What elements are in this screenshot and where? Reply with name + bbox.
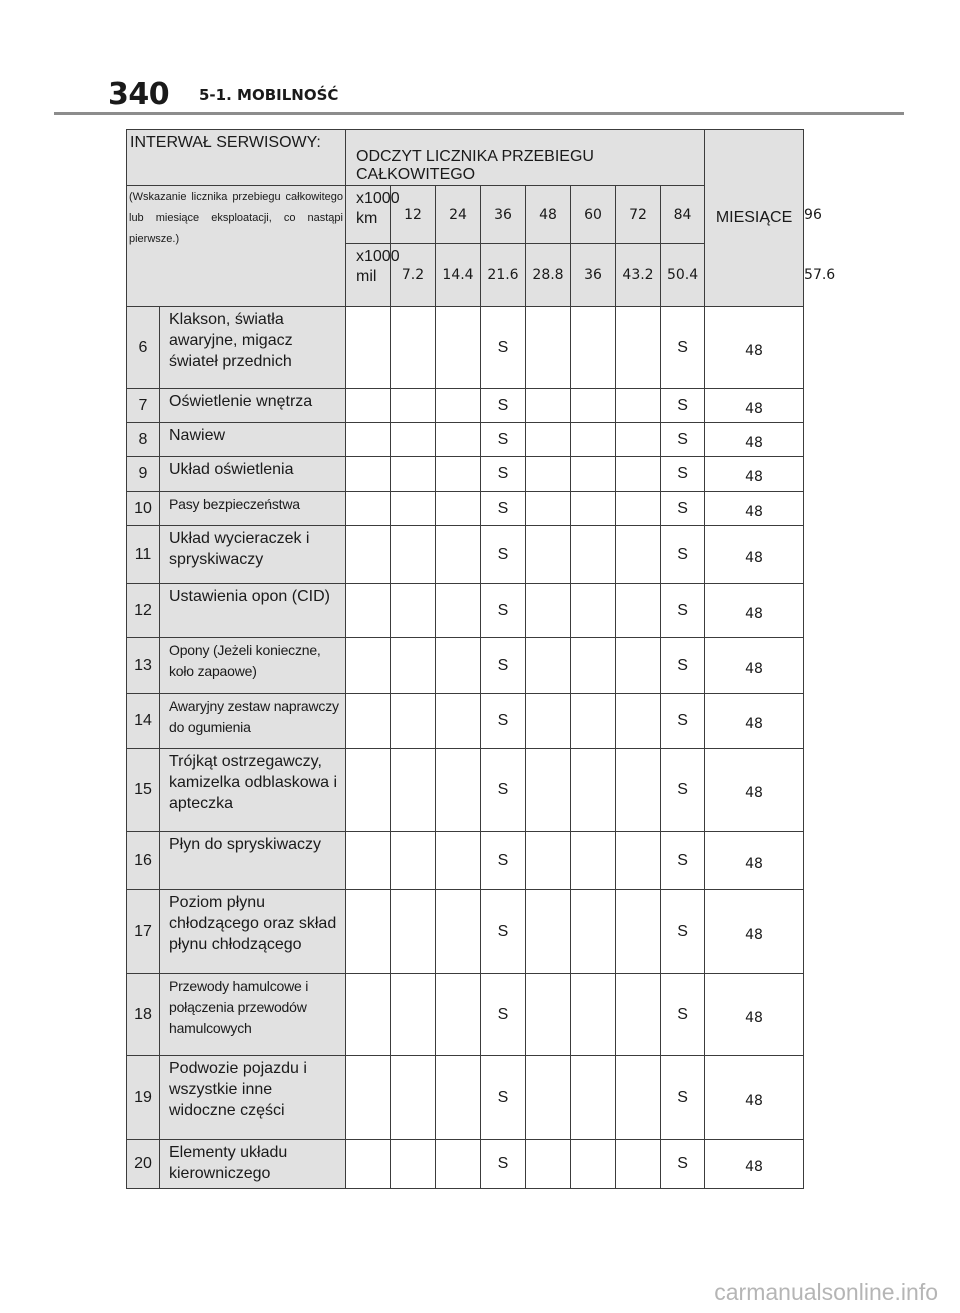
row-number: 19: [127, 1056, 160, 1140]
inspect-mark-48: S: [481, 584, 526, 638]
empty-interval-cell: [346, 890, 391, 974]
watermark: carmanualsonline.info: [714, 1279, 938, 1305]
empty-interval-cell: [391, 423, 436, 457]
row-item-name: Ustawienia opon (CID): [160, 584, 346, 638]
empty-interval-cell: [571, 1056, 616, 1140]
mil-value: 50.4: [661, 244, 705, 307]
row-months: 48: [705, 890, 804, 974]
row-item-name: Przewody hamulcowe i połączenia przewodów hamulcowych: [160, 974, 346, 1056]
months-header: MIESIĄCE: [705, 130, 804, 307]
inspect-mark-48: S: [481, 307, 526, 389]
empty-interval-cell: [526, 749, 571, 832]
mil-value: 7.2: [391, 244, 436, 307]
section-title: 5-1. MOBILNOŚĆ: [199, 86, 339, 104]
row-item-name: Układ oświetlenia: [160, 457, 346, 492]
inspect-mark-96: S: [661, 1056, 705, 1140]
empty-interval-cell: [571, 1140, 616, 1189]
maintenance-schedule-table: INTERWAŁ SERWISOWY: ODCZYT LICZNIKA PRZEBIEGU CAŁKOWITEGO MIESIĄCE (Wskazanie licznika przebiegu całkowitego lub miesiące eksploatacji, co nastąpi pierwsze.) x1000 km 12 24 36 48 60 72 84 96 x1000 mil 7.2 14.4 21.6 28.8 36 43.2 50.4 57.6 6 Klakson, światła awaryjne, migacz świateł przednich S S 48 7 Oświetlenie wnętrza S S 48 8 Nawiew S S 48 9 Układ oświetlenia S S 48 10 Pasy bezpieczeństwa S S 48 11 Układ wycieraczek i spryskiwaczy S S 48 12 Ustawienia opon (CID) S S 48 13 Opony (Jeżeli konieczne, koło zapaowe) S S 48 14 Awaryjny zestaw naprawczy do ogumienia S S 48 15 Trójkąt ostrzegawczy, kamizelka odblaskowa i apteczka S S 48 16 Płyn do spryskiwaczy S S 48 17 Poziom płynu chłodzącego oraz skład płynu chłodzącego S S 48 18 Przewody hamulcowe i połączenia przewodów hamulcowych S S 48 19 Podwozie pojazdu i wszystkie inne widoczne części S S 48 20 Elementy układu kierowniczego S S 48: [126, 129, 804, 1189]
empty-interval-cell: [526, 492, 571, 526]
empty-interval-cell: [346, 832, 391, 890]
empty-interval-cell: [436, 389, 481, 423]
empty-interval-cell: [526, 1140, 571, 1189]
empty-interval-cell: [526, 389, 571, 423]
empty-interval-cell: [346, 1056, 391, 1140]
empty-interval-cell: [616, 584, 661, 638]
inspect-mark-48: S: [481, 1140, 526, 1189]
table-row: [127, 832, 804, 890]
inspect-mark-96: S: [661, 749, 705, 832]
empty-interval-cell: [616, 749, 661, 832]
empty-interval-cell: [391, 974, 436, 1056]
row-item-name: Płyn do spryskiwaczy: [160, 832, 346, 890]
row-number: 11: [127, 526, 160, 584]
empty-interval-cell: [616, 1056, 661, 1140]
empty-interval-cell: [526, 694, 571, 749]
empty-interval-cell: [616, 307, 661, 389]
inspect-mark-48: S: [481, 423, 526, 457]
empty-interval-cell: [436, 832, 481, 890]
empty-interval-cell: [436, 1140, 481, 1189]
inspect-mark-96: S: [661, 526, 705, 584]
inspect-mark-48: S: [481, 749, 526, 832]
inspect-mark-48: S: [481, 974, 526, 1056]
row-months: 48: [705, 749, 804, 832]
row-number: 7: [127, 389, 160, 423]
row-number: 13: [127, 638, 160, 694]
empty-interval-cell: [391, 890, 436, 974]
empty-interval-cell: [436, 749, 481, 832]
empty-interval-cell: [391, 749, 436, 832]
row-number: 15: [127, 749, 160, 832]
km-value: 72: [616, 186, 661, 244]
empty-interval-cell: [571, 526, 616, 584]
row-number: 8: [127, 423, 160, 457]
row-months: 48: [705, 492, 804, 526]
inspect-mark-96: S: [661, 638, 705, 694]
empty-interval-cell: [526, 423, 571, 457]
empty-interval-cell: [436, 890, 481, 974]
empty-interval-cell: [571, 832, 616, 890]
interval-note: (Wskazanie licznika przebiegu całkowitego lub miesiące eksploatacji, co nastąpi pierwsze.): [127, 186, 346, 307]
row-item-name: Podwozie pojazdu i wszystkie inne widoczne części: [160, 1056, 346, 1140]
header-divider: [54, 112, 904, 115]
row-months: 48: [705, 974, 804, 1056]
empty-interval-cell: [616, 389, 661, 423]
row-item-name: Elementy układu kierowniczego: [160, 1140, 346, 1189]
inspect-mark-96: S: [661, 492, 705, 526]
row-months: 48: [705, 1140, 804, 1189]
row-item-name: Poziom płynu chłodzącego oraz skład płynu chłodzącego: [160, 890, 346, 974]
row-item-name: Opony (Jeżeli konieczne, koło zapaowe): [160, 638, 346, 694]
empty-interval-cell: [571, 423, 616, 457]
empty-interval-cell: [436, 1056, 481, 1140]
empty-interval-cell: [346, 584, 391, 638]
empty-interval-cell: [346, 526, 391, 584]
empty-interval-cell: [391, 694, 436, 749]
row-number: 20: [127, 1140, 160, 1189]
empty-interval-cell: [616, 638, 661, 694]
inspect-mark-48: S: [481, 890, 526, 974]
empty-interval-cell: [346, 492, 391, 526]
row-number: 9: [127, 457, 160, 492]
table-row: [127, 974, 804, 1056]
empty-interval-cell: [616, 492, 661, 526]
empty-interval-cell: [571, 492, 616, 526]
empty-interval-cell: [571, 584, 616, 638]
table-row: [127, 584, 804, 638]
empty-interval-cell: [571, 307, 616, 389]
inspect-mark-96: S: [661, 423, 705, 457]
empty-interval-cell: [571, 638, 616, 694]
empty-interval-cell: [616, 890, 661, 974]
empty-interval-cell: [346, 638, 391, 694]
row-months: 48: [705, 423, 804, 457]
empty-interval-cell: [436, 638, 481, 694]
row-months: 48: [705, 584, 804, 638]
row-number: 17: [127, 890, 160, 974]
empty-interval-cell: [346, 457, 391, 492]
empty-interval-cell: [571, 694, 616, 749]
empty-interval-cell: [391, 584, 436, 638]
empty-interval-cell: [436, 307, 481, 389]
empty-interval-cell: [346, 694, 391, 749]
table-row: [127, 389, 804, 423]
inspect-mark-48: S: [481, 457, 526, 492]
empty-interval-cell: [571, 974, 616, 1056]
empty-interval-cell: [391, 457, 436, 492]
empty-interval-cell: [391, 1140, 436, 1189]
empty-interval-cell: [436, 492, 481, 526]
km-value: 36: [481, 186, 526, 244]
inspect-mark-48: S: [481, 389, 526, 423]
row-item-name: Klakson, światła awaryjne, migacz świateł przednich: [160, 307, 346, 389]
row-number: 6: [127, 307, 160, 389]
empty-interval-cell: [526, 526, 571, 584]
inspect-mark-48: S: [481, 694, 526, 749]
row-months: 48: [705, 526, 804, 584]
row-months: 48: [705, 832, 804, 890]
empty-interval-cell: [526, 638, 571, 694]
empty-interval-cell: [346, 389, 391, 423]
inspect-mark-96: S: [661, 584, 705, 638]
row-months: 48: [705, 1056, 804, 1140]
empty-interval-cell: [616, 457, 661, 492]
km-unit-label: x1000 km: [346, 186, 391, 244]
empty-interval-cell: [571, 389, 616, 423]
inspect-mark-96: S: [661, 457, 705, 492]
table-row: [127, 423, 804, 457]
table-row: [127, 492, 804, 526]
table-row: [127, 457, 804, 492]
empty-interval-cell: [391, 638, 436, 694]
row-number: 14: [127, 694, 160, 749]
mil-unit-label: x1000 mil: [346, 244, 391, 307]
empty-interval-cell: [616, 526, 661, 584]
empty-interval-cell: [436, 974, 481, 1056]
km-value: 48: [526, 186, 571, 244]
empty-interval-cell: [436, 457, 481, 492]
row-number: 10: [127, 492, 160, 526]
mil-value: 21.6: [481, 244, 526, 307]
empty-interval-cell: [616, 1140, 661, 1189]
empty-interval-cell: [616, 694, 661, 749]
interval-label: INTERWAŁ SERWISOWY:: [127, 130, 346, 186]
km-value: 12: [391, 186, 436, 244]
row-item-name: Oświetlenie wnętrza: [160, 389, 346, 423]
empty-interval-cell: [346, 307, 391, 389]
inspect-mark-48: S: [481, 526, 526, 584]
empty-interval-cell: [526, 832, 571, 890]
inspect-mark-96: S: [661, 1140, 705, 1189]
row-months: 48: [705, 389, 804, 423]
table-row: [127, 1056, 804, 1140]
table-row: [127, 749, 804, 832]
empty-interval-cell: [391, 492, 436, 526]
empty-interval-cell: [616, 832, 661, 890]
table-row: [127, 694, 804, 749]
mil-value: 28.8: [526, 244, 571, 307]
inspect-mark-48: S: [481, 832, 526, 890]
empty-interval-cell: [526, 1056, 571, 1140]
km-value: 60: [571, 186, 616, 244]
row-item-name: Układ wycieraczek i spryskiwaczy: [160, 526, 346, 584]
empty-interval-cell: [436, 694, 481, 749]
inspect-mark-96: S: [661, 974, 705, 1056]
row-months: 48: [705, 457, 804, 492]
empty-interval-cell: [391, 832, 436, 890]
table-row: [127, 307, 804, 389]
row-item-name: Pasy bezpieczeństwa: [160, 492, 346, 526]
empty-interval-cell: [616, 974, 661, 1056]
empty-interval-cell: [526, 974, 571, 1056]
row-item-name: Awaryjny zestaw naprawczy do ogumienia: [160, 694, 346, 749]
empty-interval-cell: [391, 307, 436, 389]
inspect-mark-48: S: [481, 1056, 526, 1140]
empty-interval-cell: [436, 526, 481, 584]
empty-interval-cell: [571, 749, 616, 832]
km-value: 84: [661, 186, 705, 244]
row-number: 18: [127, 974, 160, 1056]
inspect-mark-96: S: [661, 832, 705, 890]
table-row: [127, 1140, 804, 1189]
page-number: 340: [108, 77, 170, 112]
row-item-name: Nawiew: [160, 423, 346, 457]
row-months: 48: [705, 307, 804, 389]
empty-interval-cell: [346, 974, 391, 1056]
inspect-mark-48: S: [481, 638, 526, 694]
inspect-mark-96: S: [661, 389, 705, 423]
inspect-mark-96: S: [661, 307, 705, 389]
empty-interval-cell: [346, 749, 391, 832]
row-item-name: Trójkąt ostrzegawczy, kamizelka odblaskowa i apteczka: [160, 749, 346, 832]
empty-interval-cell: [436, 423, 481, 457]
empty-interval-cell: [526, 307, 571, 389]
empty-interval-cell: [526, 457, 571, 492]
empty-interval-cell: [436, 584, 481, 638]
row-number: 16: [127, 832, 160, 890]
inspect-mark-48: S: [481, 492, 526, 526]
odometer-title: ODCZYT LICZNIKA PRZEBIEGU CAŁKOWITEGO: [346, 130, 705, 186]
empty-interval-cell: [391, 526, 436, 584]
km-value: 24: [436, 186, 481, 244]
row-months: 48: [705, 694, 804, 749]
empty-interval-cell: [526, 584, 571, 638]
empty-interval-cell: [391, 389, 436, 423]
empty-interval-cell: [571, 457, 616, 492]
inspect-mark-96: S: [661, 890, 705, 974]
row-months: 48: [705, 638, 804, 694]
empty-interval-cell: [616, 423, 661, 457]
mil-value: 43.2: [616, 244, 661, 307]
empty-interval-cell: [391, 1056, 436, 1140]
empty-interval-cell: [571, 890, 616, 974]
empty-interval-cell: [346, 423, 391, 457]
inspect-mark-96: S: [661, 694, 705, 749]
empty-interval-cell: [526, 890, 571, 974]
empty-interval-cell: [346, 1140, 391, 1189]
table-row: [127, 526, 804, 584]
table-row: [127, 890, 804, 974]
mil-value: 14.4: [436, 244, 481, 307]
table-row: [127, 638, 804, 694]
mil-value: 36: [571, 244, 616, 307]
row-number: 12: [127, 584, 160, 638]
